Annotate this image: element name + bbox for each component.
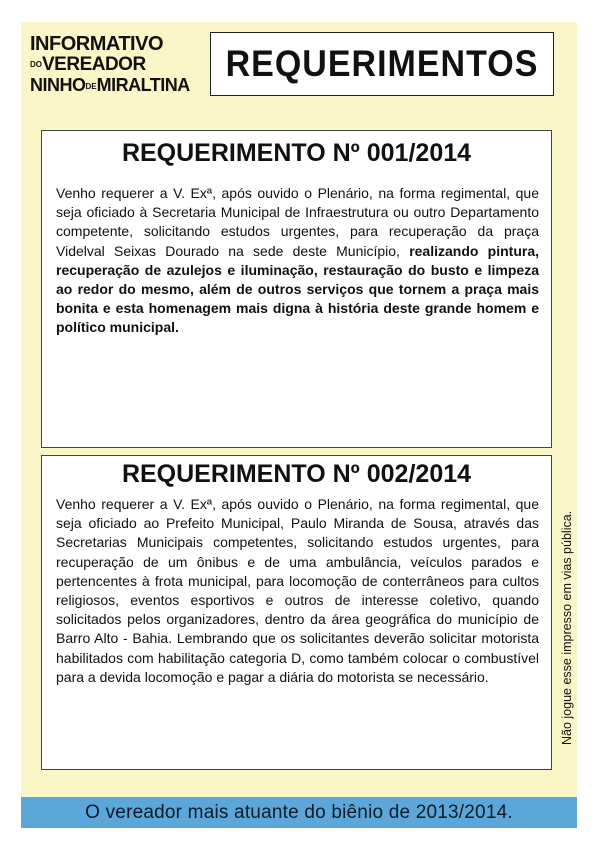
logo-line-vereador: VEREADOR bbox=[42, 54, 146, 75]
logo-line-ninho: NINHO bbox=[30, 75, 86, 95]
page-title: REQUERIMENTOS bbox=[225, 42, 539, 85]
logo-do: DO bbox=[30, 60, 42, 70]
requerimento-card-2 bbox=[41, 455, 552, 770]
informativo-logo bbox=[30, 30, 210, 96]
side-note: Não jogue esse impresso em vias pública. bbox=[560, 510, 574, 745]
logo-line-miraltina: MIRALTINA bbox=[96, 75, 190, 95]
footer-text: O vereador mais atuante do biênio de 2013/2014. bbox=[85, 801, 513, 823]
logo-de: DE bbox=[85, 81, 97, 91]
requerimento-1-text bbox=[42, 168, 551, 338]
logo-line-informativo: INFORMATIVO bbox=[30, 33, 164, 55]
requerimento-card-1 bbox=[41, 130, 552, 448]
requerimento-1-text-normal: Venho requerer a V. Exª, após ouvido o Plenário, na forma regimental, que seja oficiado à Secretaria Municipal de Infraestrutura ou outro Departamento competente, solicitando estudos urgentes, para recuperação da praça Videlval Seixas Dourado na sede deste Município, bbox=[56, 185, 539, 259]
header-title-box bbox=[210, 32, 554, 96]
requerimento-1-text-bold: realizando pintura, recuperação de azulejos e iluminação, restauração do busto e limpeza ao redor do mesmo, além de outros serviços que tornem a praça mais bonita e esta homenagem mais digna à história deste grande homem e político municipal. bbox=[56, 242, 540, 336]
requerimento-2-title: REQUERIMENTO Nº 002/2014 bbox=[121, 460, 472, 488]
requerimento-1-title: REQUERIMENTO Nº 001/2014 bbox=[121, 139, 472, 167]
requerimento-2-text: Venho requerer a V. Exª, após ouvido o Plenário, na forma regimental, que seja oficiado ao Prefeito Municipal, Paulo Miranda de Sousa, através das Secretarias Municipais competentes, solicitando estudos urgentes, para recuperação de um ônibus e de uma ambulância, veículos parados e pertencentes à frota municipal, para locomoção de conterrâneos para cultos religiosos, eventos esportivos e outros de interesse coletivo, quando solicitados pelos organizadores, dentro da área geográfica do município de Barro Alto - Bahia. Lembrando que os solicitantes deverão solicitar motorista habilitados com habilitação categoria D, como também colocar o combustível para a devida locomoção e pagar a diária do motorista se necessário. bbox=[56, 496, 539, 685]
footer-banner bbox=[21, 797, 577, 828]
